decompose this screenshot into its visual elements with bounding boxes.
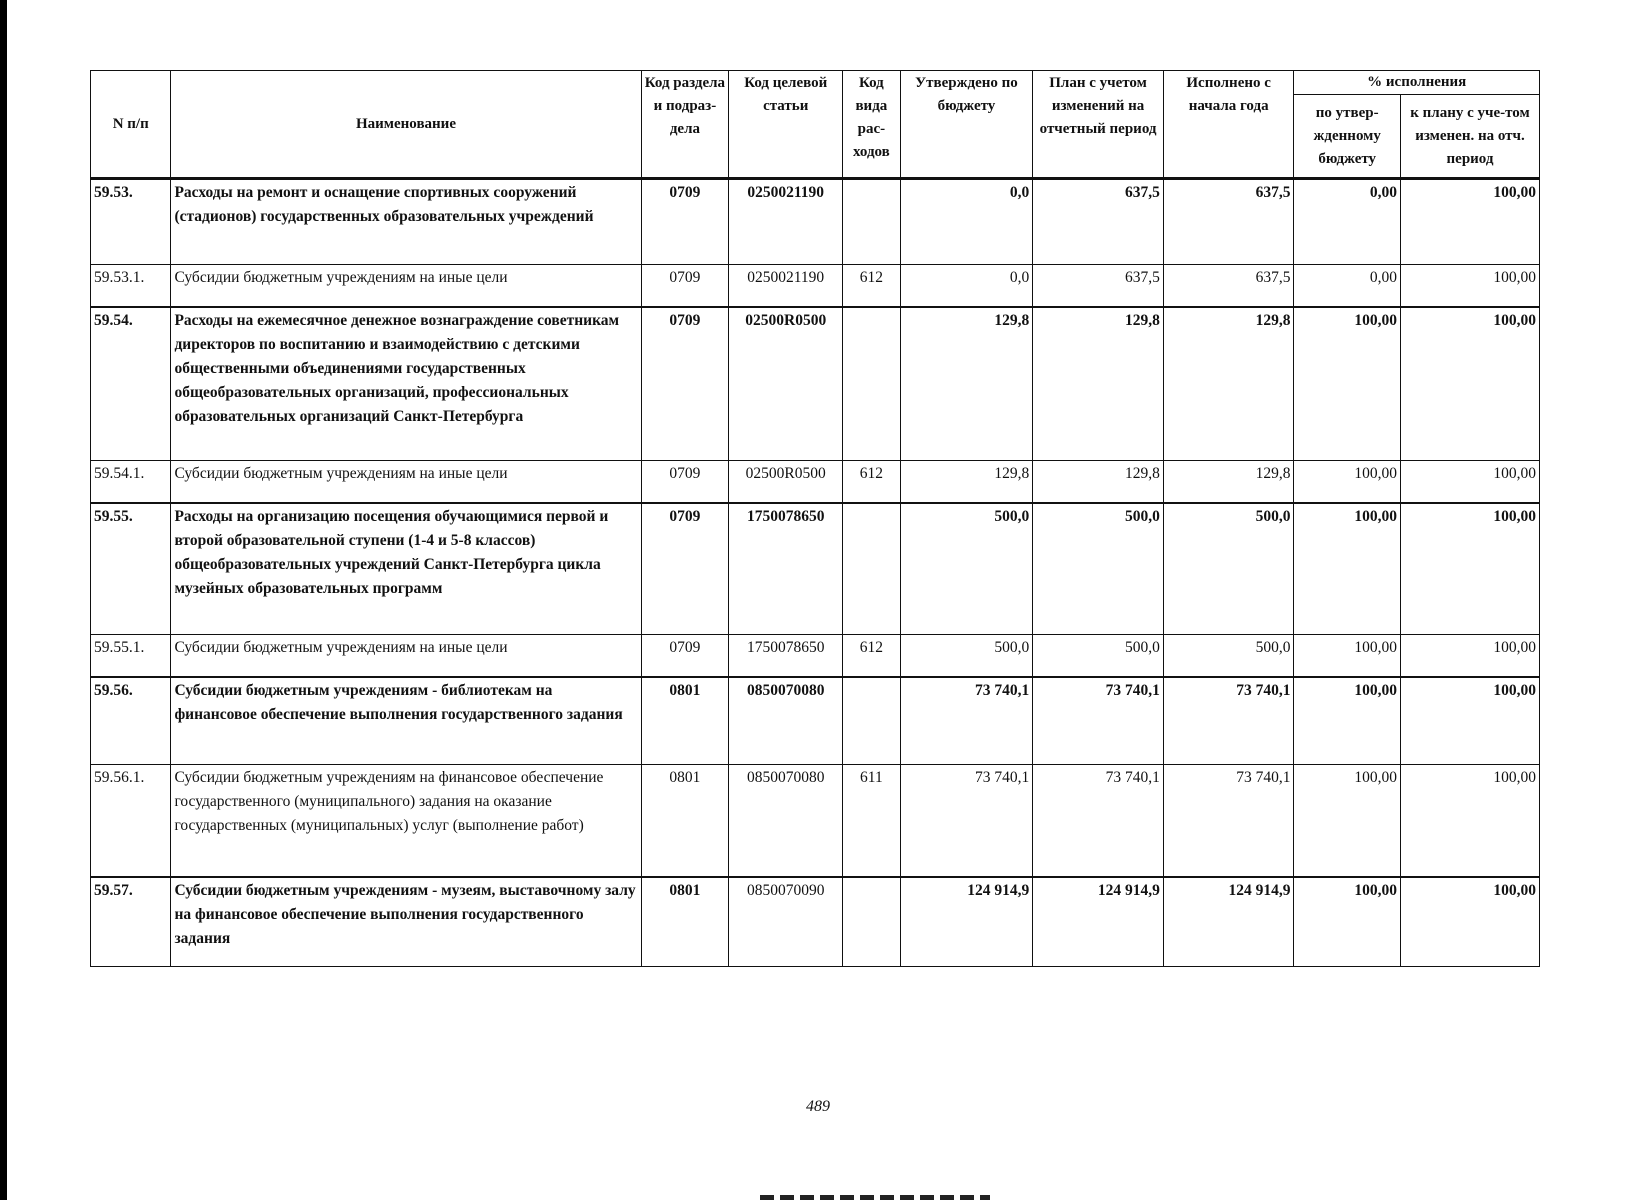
row-index: 59.53. <box>91 179 171 265</box>
row-pct-plan: 100,00 <box>1400 461 1539 503</box>
row-name: Расходы на ремонт и оснащение спортивных сооружений (стадионов) государственных образовательных учреждений <box>171 179 641 265</box>
table-row <box>91 503 1540 635</box>
row-target-code: 0250021190 <box>729 265 843 307</box>
row-pct-budget: 100,00 <box>1294 765 1401 877</box>
row-expense-type <box>843 307 900 461</box>
row-index: 59.56.1. <box>91 765 171 877</box>
row-section-code: 0709 <box>641 503 729 635</box>
row-name: Расходы на организацию посещения обучающимися первой и второй образовательной ступени (1-4 и 5-8 классов) общеобразовательных учреждений Санкт-Петербурга цикла музейных образовательных программ <box>171 503 641 635</box>
row-plan: 73 740,1 <box>1033 765 1164 877</box>
row-index: 59.53.1. <box>91 265 171 307</box>
header-name: Наименование <box>171 71 641 179</box>
row-approved: 124 914,9 <box>900 877 1033 967</box>
row-index: 59.55. <box>91 503 171 635</box>
row-approved: 500,0 <box>900 635 1033 677</box>
row-name: Субсидии бюджетным учреждениям - музеям, выставочному залу на финансовое обеспечение выполнения государственного задания <box>171 877 641 967</box>
row-section-code: 0709 <box>641 461 729 503</box>
row-executed: 73 740,1 <box>1163 677 1294 765</box>
row-name: Субсидии бюджетным учреждениям на иные цели <box>171 461 641 503</box>
row-index: 59.56. <box>91 677 171 765</box>
row-expense-type: 612 <box>843 635 900 677</box>
row-plan: 637,5 <box>1033 265 1164 307</box>
row-expense-type: 612 <box>843 461 900 503</box>
row-target-code: 02500R0500 <box>729 307 843 461</box>
header-plan: План с учетом изменений на отчетный период <box>1033 71 1164 179</box>
row-approved: 73 740,1 <box>900 677 1033 765</box>
row-pct-budget: 100,00 <box>1294 677 1401 765</box>
row-pct-budget: 100,00 <box>1294 503 1401 635</box>
row-target-code: 02500R0500 <box>729 461 843 503</box>
bottom-edge-artifact <box>760 1195 990 1200</box>
header-pct-plan: к плану с уче-том изменен. на отч. период <box>1400 95 1539 179</box>
row-target-code: 0850070090 <box>729 877 843 967</box>
row-name: Субсидии бюджетным учреждениям на финансовое обеспечение государственного (муниципального) задания на оказание государственных (муниципальных) услуг (выполнение работ) <box>171 765 641 877</box>
row-expense-type: 612 <box>843 265 900 307</box>
header-expense-type: Код вида рас-ходов <box>843 71 900 179</box>
row-executed: 73 740,1 <box>1163 765 1294 877</box>
row-index: 59.54. <box>91 307 171 461</box>
budget-report-page <box>90 70 1540 967</box>
row-section-code: 0801 <box>641 765 729 877</box>
row-pct-plan: 100,00 <box>1400 677 1539 765</box>
row-index: 59.54.1. <box>91 461 171 503</box>
row-target-code: 1750078650 <box>729 635 843 677</box>
header-target-code: Код целевой статьи <box>729 71 843 179</box>
row-expense-type <box>843 677 900 765</box>
budget-execution-table <box>90 70 1540 967</box>
row-pct-plan: 100,00 <box>1400 635 1539 677</box>
page-number: 489 <box>806 1098 830 1115</box>
row-executed: 500,0 <box>1163 503 1294 635</box>
row-approved: 0,0 <box>900 265 1033 307</box>
row-section-code: 0801 <box>641 677 729 765</box>
row-pct-plan: 100,00 <box>1400 307 1539 461</box>
table-row <box>91 179 1540 265</box>
row-target-code: 1750078650 <box>729 503 843 635</box>
row-approved: 129,8 <box>900 307 1033 461</box>
row-expense-type: 611 <box>843 765 900 877</box>
row-plan: 129,8 <box>1033 461 1164 503</box>
table-row <box>91 877 1540 967</box>
row-expense-type <box>843 179 900 265</box>
table-body <box>91 179 1540 967</box>
row-plan: 637,5 <box>1033 179 1164 265</box>
row-pct-budget: 100,00 <box>1294 635 1401 677</box>
header-section-code: Код раздела и подраз-дела <box>641 71 729 179</box>
row-pct-budget: 100,00 <box>1294 877 1401 967</box>
table-row <box>91 635 1540 677</box>
row-index: 59.55.1. <box>91 635 171 677</box>
row-plan: 500,0 <box>1033 635 1164 677</box>
row-plan: 500,0 <box>1033 503 1164 635</box>
row-target-code: 0250021190 <box>729 179 843 265</box>
row-target-code: 0850070080 <box>729 765 843 877</box>
table-row <box>91 265 1540 307</box>
row-executed: 500,0 <box>1163 635 1294 677</box>
header-executed: Исполнено с начала года <box>1163 71 1294 179</box>
header-pct-group: % исполнения <box>1294 71 1540 95</box>
row-section-code: 0709 <box>641 179 729 265</box>
row-expense-type <box>843 877 900 967</box>
row-index: 59.57. <box>91 877 171 967</box>
row-pct-budget: 100,00 <box>1294 307 1401 461</box>
row-approved: 500,0 <box>900 503 1033 635</box>
row-executed: 637,5 <box>1163 179 1294 265</box>
row-plan: 129,8 <box>1033 307 1164 461</box>
row-name: Субсидии бюджетным учреждениям на иные цели <box>171 265 641 307</box>
row-section-code: 0709 <box>641 635 729 677</box>
row-pct-budget: 100,00 <box>1294 461 1401 503</box>
row-target-code: 0850070080 <box>729 677 843 765</box>
table-header <box>91 71 1540 179</box>
row-section-code: 0709 <box>641 307 729 461</box>
row-plan: 124 914,9 <box>1033 877 1164 967</box>
row-pct-budget: 0,00 <box>1294 265 1401 307</box>
table-row <box>91 677 1540 765</box>
table-row <box>91 765 1540 877</box>
row-section-code: 0801 <box>641 877 729 967</box>
row-plan: 73 740,1 <box>1033 677 1164 765</box>
row-pct-plan: 100,00 <box>1400 179 1539 265</box>
row-pct-plan: 100,00 <box>1400 503 1539 635</box>
row-executed: 124 914,9 <box>1163 877 1294 967</box>
row-pct-plan: 100,00 <box>1400 765 1539 877</box>
scan-left-edge <box>0 0 7 1200</box>
row-executed: 129,8 <box>1163 461 1294 503</box>
row-pct-plan: 100,00 <box>1400 265 1539 307</box>
row-name: Расходы на ежемесячное денежное вознаграждение советникам директоров по воспитанию и взаимодействию с детскими общественными объединениями государственных общеобразовательных организаций, профессиональных образовательных организаций Санкт-Петербурга <box>171 307 641 461</box>
row-expense-type <box>843 503 900 635</box>
row-name: Субсидии бюджетным учреждениям на иные цели <box>171 635 641 677</box>
table-row <box>91 307 1540 461</box>
row-executed: 129,8 <box>1163 307 1294 461</box>
row-approved: 0,0 <box>900 179 1033 265</box>
row-pct-plan: 100,00 <box>1400 877 1539 967</box>
row-name: Субсидии бюджетным учреждениям - библиотекам на финансовое обеспечение выполнения государственного задания <box>171 677 641 765</box>
row-approved: 73 740,1 <box>900 765 1033 877</box>
header-pct-budget: по утвер-жденному бюджету <box>1294 95 1401 179</box>
row-approved: 129,8 <box>900 461 1033 503</box>
header-approved: Утверждено по бюджету <box>900 71 1033 179</box>
row-section-code: 0709 <box>641 265 729 307</box>
row-executed: 637,5 <box>1163 265 1294 307</box>
table-row <box>91 461 1540 503</box>
header-index: N п/п <box>91 71 171 179</box>
row-pct-budget: 0,00 <box>1294 179 1401 265</box>
